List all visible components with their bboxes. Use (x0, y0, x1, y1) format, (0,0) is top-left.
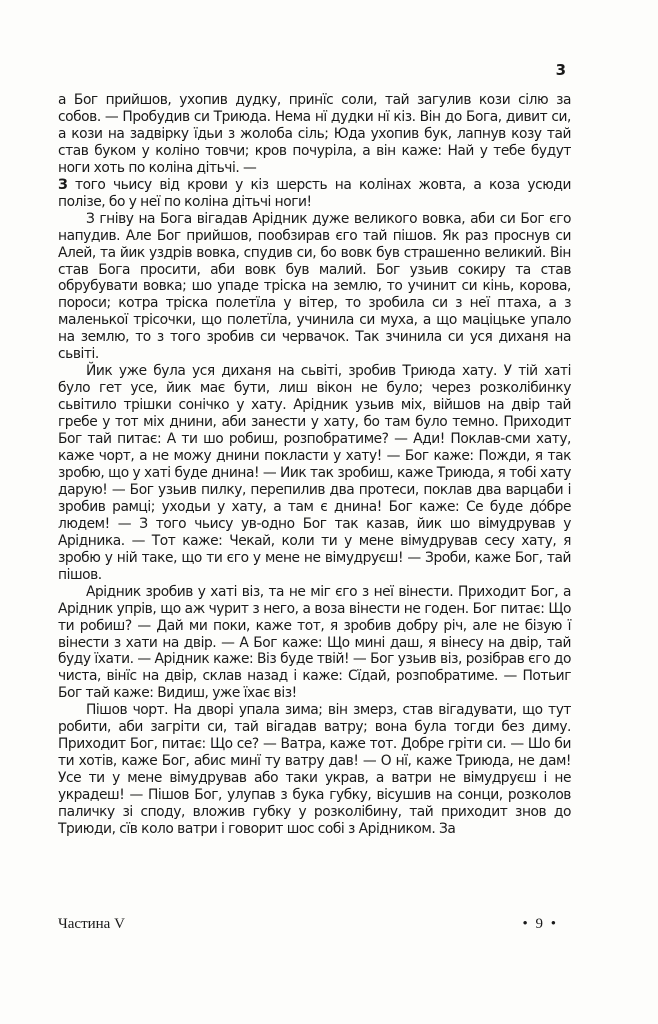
paragraph-initial: З (58, 176, 68, 193)
paragraph: Йик уже була уся диханя на сьвіті, зробив Триюда хату. У тій хаті було гет усе, йик має бути, лиш вікон не було; через розколібинку сьвітило трішки сонічко у хату. Арідник узьив міх, війшов на двір тай гребе у тот міх днини, аби занести у хату, бо там було темно. Приходит Бог тай питає: А ти шо робиш, розпобратиме? — Ади! Поклав-сми хату, каже чорт, а не можу днини покласти у хату! — Бог каже: Пожди, я так зробю, що у хаті буде днина! — Иик так зробиш, каже Триюда, я тобі хату дарую! — Бог узьив пилку, перепилив два протеси, поклав два варцаби і зробив рамці; уходьи у хату, а там є днина! Бог каже: Се буде дóбре людем! — З того чьису ув-одно Бог так казав, йик шо вімудрував у Арідника. — Тот каже: Чекай, коли ти у мене вімудрував сесу хату, я зробю у ній таке, що ти єго у мене не вімудруєш! — Зроби, каже Бог, тай пішов. (58, 363, 571, 583)
paragraph: З гніву на Бога вігадав Арідник дуже великого вовка, аби си Бог єго напудив. Але Бог прийшов, пообзирав єго тай пішов. Як раз проснув си Алей, та йик уздрів вовка, спудив си, бо вовк був страшенно великий. Він став Бога просити, аби вовк був малий. Бог узьив сокиру та став обрубувати вовка; шо упаде тріска на землю, то учинит си кінь, корова, пороси; котра тріска полетїла у вітер, то зробила си з неї птаха, а з маленької трісочки, що полетїла, учинила си муха, а що маціцьке упало на землю, то з того зробив си червачок. Так зчинила си уся диханя на сьвіті. (58, 210, 571, 363)
paragraph (58, 177, 571, 211)
body-text (58, 92, 571, 838)
paragraph-text: того чьису від крови у кіз шерсть на колінах жовта, а коза усюди полізе, бо у неї по коліна дітьчі ноги! (58, 176, 571, 210)
footer-page-marker: • 9 • (522, 916, 558, 932)
paragraph: Пішов чорт. На дворі упала зима; він змерз, став вігадувати, що тут робити, аби загріти си, тай вігадав ватру; вона була тогди без диму. Приходит Бог, питає: Що се? — Ватра, каже тот. Добре гріти си. — Шо би ти хотів, каже Бог, абис минї ту ватру дав! — О нї, каже Триюда, не дам! Усе ти у мене вімудрував або таки украв, а ватри не вімудруєш і не украдеш! — Пішов Бог, улупав з бука губку, вісушив на сонци, розколов паличку зі споду, вложив губку у розколібину, тай приходит знов до Триюди, сїв коло ватри і говорит шос собі з Арідником. За (58, 702, 571, 837)
paragraph: а Бог прийшов, ухопив дудку, принїс соли, тай загулив кози сілю за собов. — Пробудив си Триюда. Нема нї дудки нї кіз. Він до Бога, дивит си, а кози на задвірку їдьи з жолоба сіль; Юда ухопив бук, лапнув козу тай став буком у коліно товчи; кров почуріла, а він каже: Най у тебе будут ноги хоть по коліна дітьчі. — (58, 92, 571, 176)
paragraph: Арідник зробив у хаті віз, та не міг єго з неї вінести. Приходит Бог, а Арідник упрів, що аж чурит з него, а воза вінести не годен. Бог питає: Що ти робиш? — Дай ми поки, каже тот, я зробив добру річ, але не бізую ї вінести з хати на двір. — А Бог каже: Що мині даш, я вінесу на двір, тай буду їхати. — Арідник каже: Віз буде твій! — Бог узьив віз, розібрав єго до чиста, вінїс на двір, склав назад і каже: Сїдай, розпобратиме. — Потьиг Бог тай каже: Видиш, уже їхає віз! (58, 583, 571, 702)
page-number: 3 (555, 61, 566, 79)
footer-part-title: Частина V (58, 916, 125, 932)
page-footer (58, 916, 558, 936)
